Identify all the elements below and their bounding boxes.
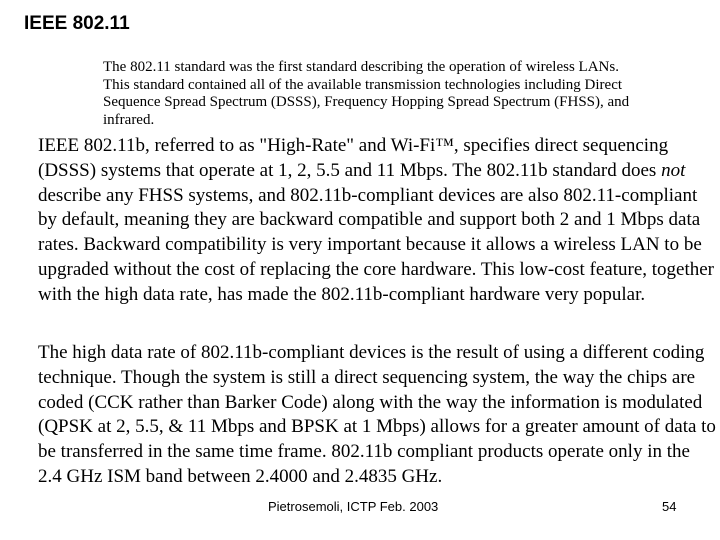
paragraph-line: coded (CCK rather than Barker Code) along with the way the information is modulated [38,391,703,413]
intro-line: infrared. [103,111,155,128]
paragraph-line: be transferred in the same time frame. 802.11b compliant products operate only in the [38,441,690,463]
paragraph-line: describe any FHSS systems, and 802.11b-compliant devices are also 802.11-compliant [38,184,698,206]
intro-line: This standard contained all of the available transmission technologies including Direct [103,76,623,93]
paragraph-line: upgraded without the cost of replacing the core hardware. This low-cost feature, together [38,258,715,280]
paragraph-line: with the high data rate, has made the 802.11b-compliant hardware very popular. [38,283,646,305]
page-number: 54 [662,499,677,514]
paragraph-line: (QPSK at 2, 5.5, & 11 Mbps and BPSK at 1 Mbps) allows for a greater amount of data to [38,416,716,438]
paragraph-line: technique. Though the system is still a direct sequencing system, the way the chips are [38,366,696,388]
paragraph-line: by default, meaning they are backward compatible and support both 2 and 1 Mbps data [38,209,701,231]
paragraph-line: rates. Backward compatibility is very important because it allows a wireless LAN to be [38,234,702,256]
slide-footer: Pietrosemoli, ICTP Feb. 2003 [268,499,439,514]
paragraph-line-text: (DSSS) systems that operate at 1, 2, 5.5 and 11 Mbps. The 802.11b standard does [38,159,662,181]
intro-line: The 802.11 standard was the first standard describing the operation of wireless LANs. [103,59,619,75]
paragraph-line: 2.4 GHz ISM band between 2.4000 and 2.4835 GHz. [38,465,443,487]
paragraph-line [38,159,688,184]
paragraph-line: The high data rate of 802.11b-compliant devices is the result of using a different coding [38,342,705,363]
slide-title: IEEE 802.11 [24,13,130,34]
intro-paragraph [103,59,683,129]
emphasis-not: not [661,159,686,181]
ieee-802-11b-paragraph [38,134,715,308]
data-rate-paragraph [38,341,716,490]
paragraph-line: IEEE 802.11b, referred to as "High-Rate" and Wi-Fi™, specifies direct sequencing [38,135,669,156]
intro-line: Sequence Spread Spectrum (DSSS), Frequency Hopping Spread Spectrum (FHSS), and [103,94,630,110]
